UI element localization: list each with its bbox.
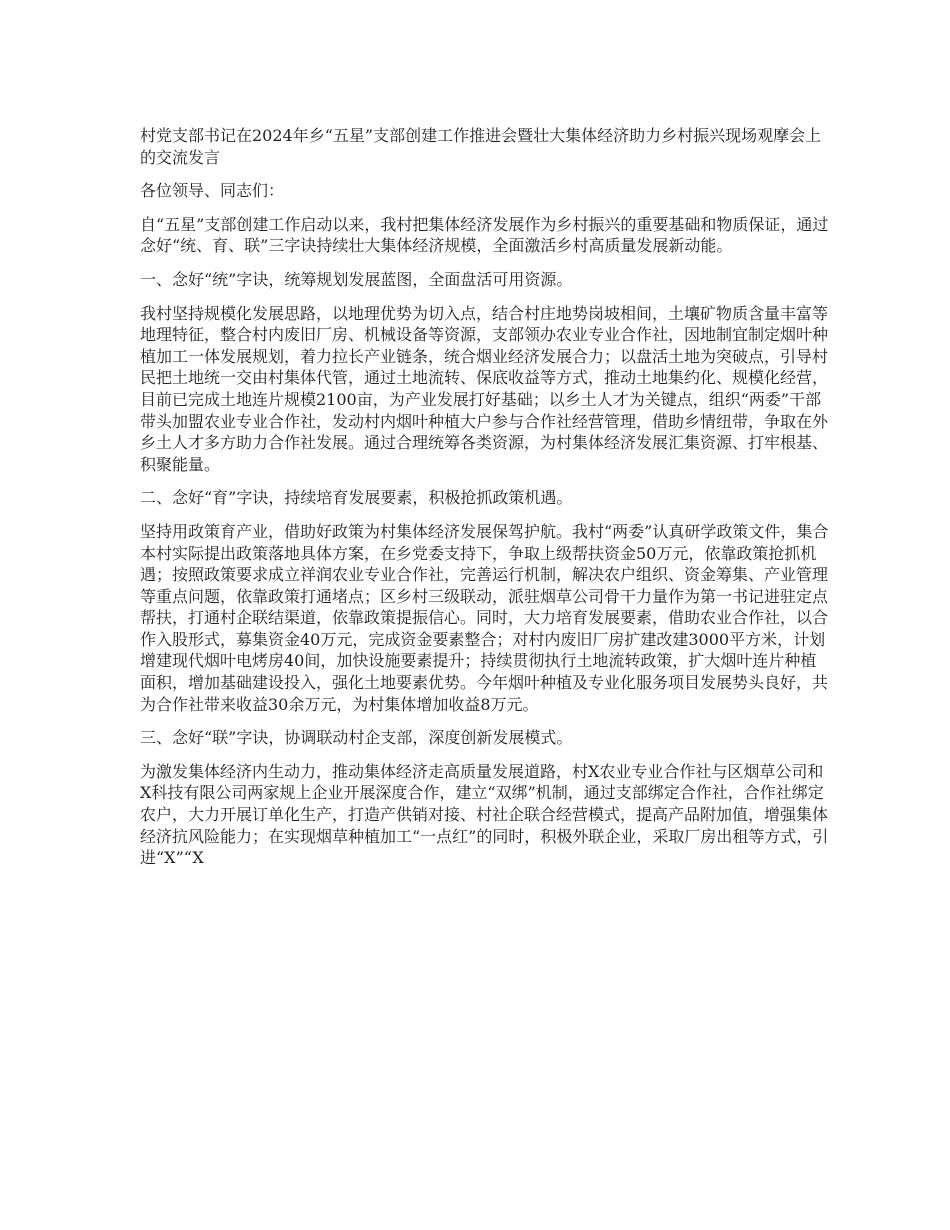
salutation: 各位领导、同志们： <box>140 181 285 201</box>
intro-paragraph: 自“五星”支部创建工作启动以来，我村把集体经济发展作为乡村振兴的重要基础和物质保证，通过念好“统、育、联”三字诀持续壮大集体经济规模，全面激活乡村高质量发展新动能。 <box>140 214 829 256</box>
section-2-body: 坚持用政策育产业，借助好政策为村集体经济发展保驾护航。我村“两委”认真研学政策文件，集合本村实际提出政策落地具体方案，在乡党委支持下，争取上级帮扶资金50万元，依靠政策抢抓机遇；按照政策要求成立祥润农业专业合作社，完善运行机制，解决农户组织、资金筹集、产业管理等重点问题，依靠政策打通堵点；区乡村三级联动，派驻烟草公司骨干力量作为第一书记进驻定点帮扶，打通村企联结渠道，依靠政策提振信心。同时，大力培育发展要素，借助农业合作社，以合作入股形式，募集资金40万元，完成资金要素整合；对村内废旧厂房扩建改建3000平方米，计划增建现代烟叶电烤房40间，加快设施要素提升；持续贯彻执行土地流转政策，扩大烟叶连片种植面积，增加基础建设投入，强化土地要素优势。今年烟叶种植及专业化服务项目发展势头良好，共为合作社带来收益30余万元，为村集体增加收益8万元。 <box>140 521 829 714</box>
section-2-heading: 二、念好“育”字诀，持续培育发展要素，积极抢抓政策机遇。 <box>140 488 573 508</box>
section-1-heading: 一、念好“统”字诀，统筹规划发展蓝图，全面盘活可用资源。 <box>140 269 573 289</box>
section-3-body: 为激发集体经济内生动力，推动集体经济走高质量发展道路，村X农业专业合作社与区烟草公司和X科技有限公司两家规上企业开展深度合作，建立“双绑”机制，通过支部绑定合作社，合作社绑定农户，大力开展订单化生产，打造产供销对接、村社企联合经营模式，提高产品附加值，增强集体经济抗风险能力；在实现烟草种植加工“一点红”的同时，积极外联企业，采取厂房出租等方式，引进“X”“X <box>140 761 829 868</box>
document-title: 村党支部书记在2024年乡“五星”支部创建工作推进会暨壮大集体经济助力乡村振兴现场观摩会上的交流发言 <box>140 126 822 167</box>
section-3-heading: 三、念好“联”字诀，协调联动村企支部，深度创新发展模式。 <box>140 728 573 748</box>
document-page <box>140 125 830 881</box>
section-1-body: 我村坚持规模化发展思路，以地理优势为切入点，结合村庄地势岗坡相间，土壤矿物质含量丰富等地理特征，整合村内废旧厂房、机械设备等资源，支部领办农业专业合作社，因地制宜制定烟叶种植加工一体发展规划，着力拉长产业链条，统合烟业经济发展合力；以盘活土地为突破点，引导村民把土地统一交由村集体代管，通过土地流转、保底收益等方式，推动土地集约化、规模化经营，目前已完成土地连片规模2100亩，为产业发展打好基础；以乡土人才为关键点，组织“两委”干部带头加盟农业专业合作社，发动村内烟叶种植大户参与合作社经营管理，借助乡情纽带，争取在外乡土人才多方助力合作社发展。通过合理统筹各类资源，为村集体经济发展汇集资源、打牢根基、积聚能量。 <box>140 303 829 474</box>
